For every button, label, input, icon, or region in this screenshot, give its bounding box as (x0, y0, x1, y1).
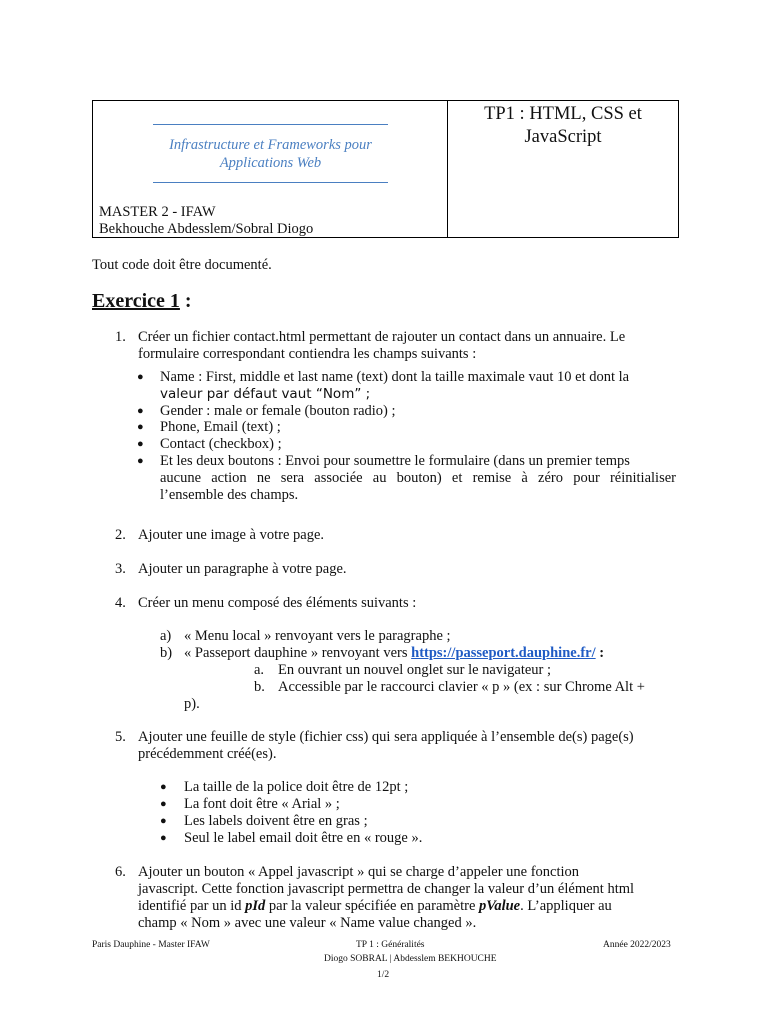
bullet-icon: ● (160, 781, 167, 793)
item-4-number: 4. (115, 595, 126, 611)
page-number: 1/2 (377, 970, 390, 980)
bullet-icon: ● (160, 815, 167, 827)
tp-title-line-1: TP1 : HTML, CSS et (484, 104, 642, 124)
item-6-line-3-c: par la valeur spécifiée en paramètre (265, 898, 480, 914)
bullet-icon: ● (137, 405, 144, 417)
item-4-sub-b-text-cont: p). (184, 696, 200, 712)
item-1-bullet-5-line-2: aucune action ne sera associée au bouton) et remise à zéro pour réinitialiser (160, 470, 676, 486)
item-6-line-2: javascript. Cette fonction javascript permettra de changer la valeur d’un élément html (138, 881, 635, 897)
program-name: MASTER 2 - IFAW (99, 204, 216, 220)
item-6-line-3 (138, 898, 612, 915)
bullet-icon: ● (137, 421, 144, 433)
item-5-line-2: précédemment créé(es). (138, 746, 277, 762)
item-1-bullet-2: Gender : male or female (bouton radio) ; (160, 403, 396, 419)
course-title-line-1: Infrastructure et Frameworks pour (169, 137, 372, 153)
item-5-line-1: Ajouter une feuille de style (fichier css) qui sera appliquée à l’ensemble de(s) page(s) (138, 729, 634, 745)
item-6-pvalue: pValue (479, 898, 521, 914)
bullet-icon: ● (137, 371, 144, 383)
item-2-text: Ajouter une image à votre page. (138, 527, 325, 543)
item-1-line-2: formulaire correspondant contiendra les champs suivants : (138, 346, 477, 362)
exercise-title: Exercice 1 (92, 290, 180, 312)
item-4-b-line (184, 645, 604, 662)
item-5-bullet-2: La font doit être « Arial » ; (184, 796, 340, 812)
bullet-icon: ● (160, 798, 167, 810)
header-table (92, 100, 679, 238)
item-1-number: 1. (115, 329, 126, 345)
exercise-colon: : (179, 290, 192, 312)
tp-title-line-2: JavaScript (524, 127, 602, 147)
item-1-line-1: Créer un fichier contact.html permettant de rajouter un contact dans un annuaire. Le (138, 329, 626, 345)
item-2-number: 2. (115, 527, 126, 543)
footer-authors: Diogo SOBRAL | Abdesslem BEKHOUCHE (324, 954, 497, 964)
tp-title (448, 103, 678, 149)
item-4-sub-b-label: b. (254, 679, 265, 695)
item-5-bullet-4: Seul le label email doit être en « rouge ». (184, 830, 423, 846)
item-1-bullet-4: Contact (checkbox) ; (160, 436, 282, 452)
item-4-b-text: « Passeport dauphine » renvoyant vers (184, 645, 412, 661)
item-6-pid: pId (245, 898, 266, 914)
item-1-bullet-1-line-1: Name : First, middle et last name (text) dont la taille maximale vaut 10 et dont la (160, 369, 630, 385)
passeport-link[interactable]: https://passeport.dauphine.fr/ (411, 645, 596, 661)
exercise-heading (92, 290, 192, 313)
item-3-number: 3. (115, 561, 126, 577)
bullet-icon: ● (137, 438, 144, 450)
item-5-bullet-3: Les labels doivent être en gras ; (184, 813, 368, 829)
item-4-a-text: « Menu local » renvoyant vers le paragraphe ; (184, 628, 451, 644)
item-3-text: Ajouter un paragraphe à votre page. (138, 561, 347, 577)
item-4-text: Créer un menu composé des éléments suivants : (138, 595, 417, 611)
bullet-icon: ● (160, 832, 167, 844)
authors: Bekhouche Abdesslem/Sobral Diogo (99, 221, 314, 237)
item-1-bullet-1-line-2: valeur par défaut vaut “Nom” ; (160, 386, 371, 402)
item-4-b-colon: : (595, 645, 605, 661)
item-4-sub-a-label: a. (254, 662, 265, 678)
item-6-line-1: Ajouter un bouton « Appel javascript » qui se charge d’appeler une fonction (138, 864, 580, 880)
footer-left: Paris Dauphine - Master IFAW (92, 940, 210, 950)
course-title-line-2: Applications Web (219, 155, 322, 171)
item-6-line-4: champ « Nom » avec une valeur « Name value changed ». (138, 915, 477, 931)
item-4-b-label: b) (160, 645, 173, 661)
item-1-bullet-3: Phone, Email (text) ; (160, 419, 281, 435)
course-title-top-rule (153, 124, 388, 125)
item-6-line-3-a: identifié par un id (138, 898, 246, 914)
item-5-bullet-1: La taille de la police doit être de 12pt ; (184, 779, 409, 795)
item-1-bullet-5-line-3: l’ensemble des champs. (160, 487, 299, 503)
footer-center: TP 1 : Généralités (356, 940, 425, 950)
header-tp-cell (448, 101, 678, 237)
item-1-bullet-5-line-1: Et les deux boutons : Envoi pour soumettre le formulaire (dans un premier temps (160, 453, 630, 469)
course-title-bottom-rule (153, 182, 388, 183)
course-title (133, 136, 408, 172)
footer-right: Année 2022/2023 (603, 940, 671, 950)
item-5-number: 5. (115, 729, 126, 745)
intro-text: Tout code doit être documenté. (92, 257, 272, 273)
item-4-a-label: a) (160, 628, 172, 644)
bullet-icon: ● (137, 455, 144, 467)
item-6-line-3-e: . L’appliquer au (520, 898, 612, 914)
header-course-cell (93, 101, 448, 237)
item-4-sub-b-text: Accessible par le raccourci clavier « p » (ex : sur Chrome Alt + (278, 679, 645, 695)
item-6-number: 6. (115, 864, 126, 880)
item-4-sub-a-text: En ouvrant un nouvel onglet sur le navigateur ; (278, 662, 552, 678)
